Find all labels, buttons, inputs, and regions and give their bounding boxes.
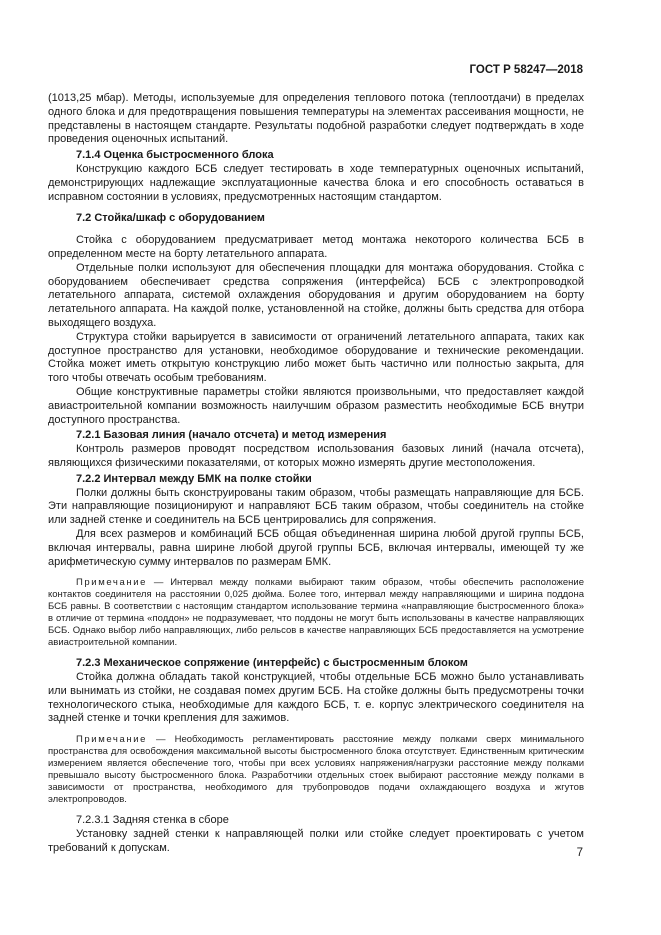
subsection-heading-7-2-1: 7.2.1 Базовая линия (начало отсчета) и метод измерения: [76, 429, 387, 442]
page-number: 7: [576, 847, 583, 859]
note-text: — Необходимость регламентировать расстояние между полками сверх минимального пространства для освобождения максимальной высоты быстросменного блока отсутствует. Единственным критическим измерением является обеспечение того, чтобы при всех условиях напряжения/нагрузки расстояние между полками превышало высоту быстросменного блока. Разработчики отдельных стоек выбирают расстояние между полками в зависимости от пространства, необходимого для трубопроводов подачи охлаждающего воздуха и жгутов электропроводов.: [48, 734, 584, 806]
note-label: Примечание: [76, 577, 147, 589]
paragraph: Контроль размеров проводят посредством использования базовых линий (начала отсчета), являющихся физическими показателями, от которых можно измерять другие местоположения.: [48, 443, 584, 469]
subsection-heading-7-1-4: 7.1.4 Оценка быстросменного блока: [76, 149, 274, 162]
note: [48, 734, 584, 806]
paragraph: Стойка с оборудованием предусматривает метод монтажа некоторого количества БСБ в определенном месте на борту летательного аппарата.: [48, 234, 584, 260]
paragraph: Отдельные полки используют для обеспечения площадки для монтажа оборудования. Стойка с оборудованием обеспечивает средства сопряжения (интерфейса) БСБ с электропроводкой летательного аппарата, системой охлаждения оборудования и другим оборудованием на борту летательного аппарата. На каждой полке, установленной на стойке, должны быть средства для отбора выходящего воздуха.: [48, 261, 584, 329]
paragraph: Для всех размеров и комбинаций БСБ общая объединенная ширина любой другой группы БСБ, включая интервалы, равна ширине любой другой группы БСБ, включая интервалы, имеющей ту же арифметическую сумму интервалов по размерам БМК.: [48, 527, 584, 568]
paragraph: Конструкцию каждого БСБ следует тестировать в ходе температурных оценочных испытаний, демонстрирующих надлежащие эксплуатационные качества блока и его способность оставаться в исправном состоянии в условиях, предусмотренных настоящим стандартом.: [48, 162, 584, 203]
note-label: Примечание: [76, 734, 147, 746]
paragraph: Структура стойки варьируется в зависимости от ограничений летательного аппарата, таких как доступное пространство для установки, необходимое оборудование и технические рекомендации. Стойка может иметь открытую конструкцию либо может быть частично или полностью закрыта, для того чтобы отвечать особым требованиям.: [48, 330, 584, 385]
subsubsection-heading-7-2-3-1: 7.2.3.1 Задняя стенка в сборе: [76, 814, 229, 827]
paragraph: Установку задней стенки к направляющей полки или стойке следует проектировать с учетом требований к допускам.: [48, 828, 584, 854]
paragraph: Стойка должна обладать такой конструкцией, чтобы отдельные БСБ можно было устанавливать или вынимать из стойки, не создавая помех другим БСБ. На стойке должны быть предусмотрены точки технологического стыка, необходимые для каждого БСБ, т. е. корпус электрического соединителя на задней стенке и точки крепления для зажимов.: [48, 671, 584, 725]
note: [48, 577, 584, 649]
document-id: ГОСТ Р 58247—2018: [469, 64, 583, 76]
subsection-heading-7-2-3: 7.2.3 Механическое сопряжение (интерфейс) с быстросменным блоком: [76, 657, 468, 670]
paragraph: Общие конструктивные параметры стойки являются произвольными, что предоставляет каждой авиастроительной компании возможность наилучшим образом разместить необходимые БСБ внутри доступного пространства.: [48, 385, 584, 426]
document-body: [48, 92, 584, 856]
paragraph: (1013,25 мбар). Методы, используемые для определения теплового потока (теплоотдачи) в пределах одного блока и для предотвращения повышения температуры на элементах рассеивания мощности, не представлены в настоящем стандарте. Результаты подобной разработки следует подтверждать в ходе проведения оценочных испытаний.: [48, 92, 584, 146]
note-text: — Интервал между полками выбирают таким образом, чтобы обеспечить расположение контактов соединителя на расстоянии 0,025 дюйма. Более того, интервал между направляющими и ширина поддона БСБ равны. В соответствии с настоящим стандартом использование термина «направляющие быстросменного блока» в отличие от термина «поддон» не подразумевает, что поддоны не могут быть использованы в качестве направляющих БСБ. Однако выбор либо направляющих, либо рельсов в качестве направляющих БСБ предоставляется на усмотрение авиастроительной компании.: [48, 577, 584, 649]
section-heading-7-2: 7.2 Стойка/шкаф с оборудованием: [76, 212, 265, 225]
subsection-heading-7-2-2: 7.2.2 Интервал между БМК на полке стойки: [76, 472, 312, 485]
paragraph: Полки должны быть сконструированы таким образом, чтобы размещать направляющие для БСБ. Эти направляющие позиционируют и направляют БСБ таким образом, чтобы соединитель на стойке или задней стенке и соединитель на БСБ центрировались для сопряжения.: [48, 486, 584, 527]
